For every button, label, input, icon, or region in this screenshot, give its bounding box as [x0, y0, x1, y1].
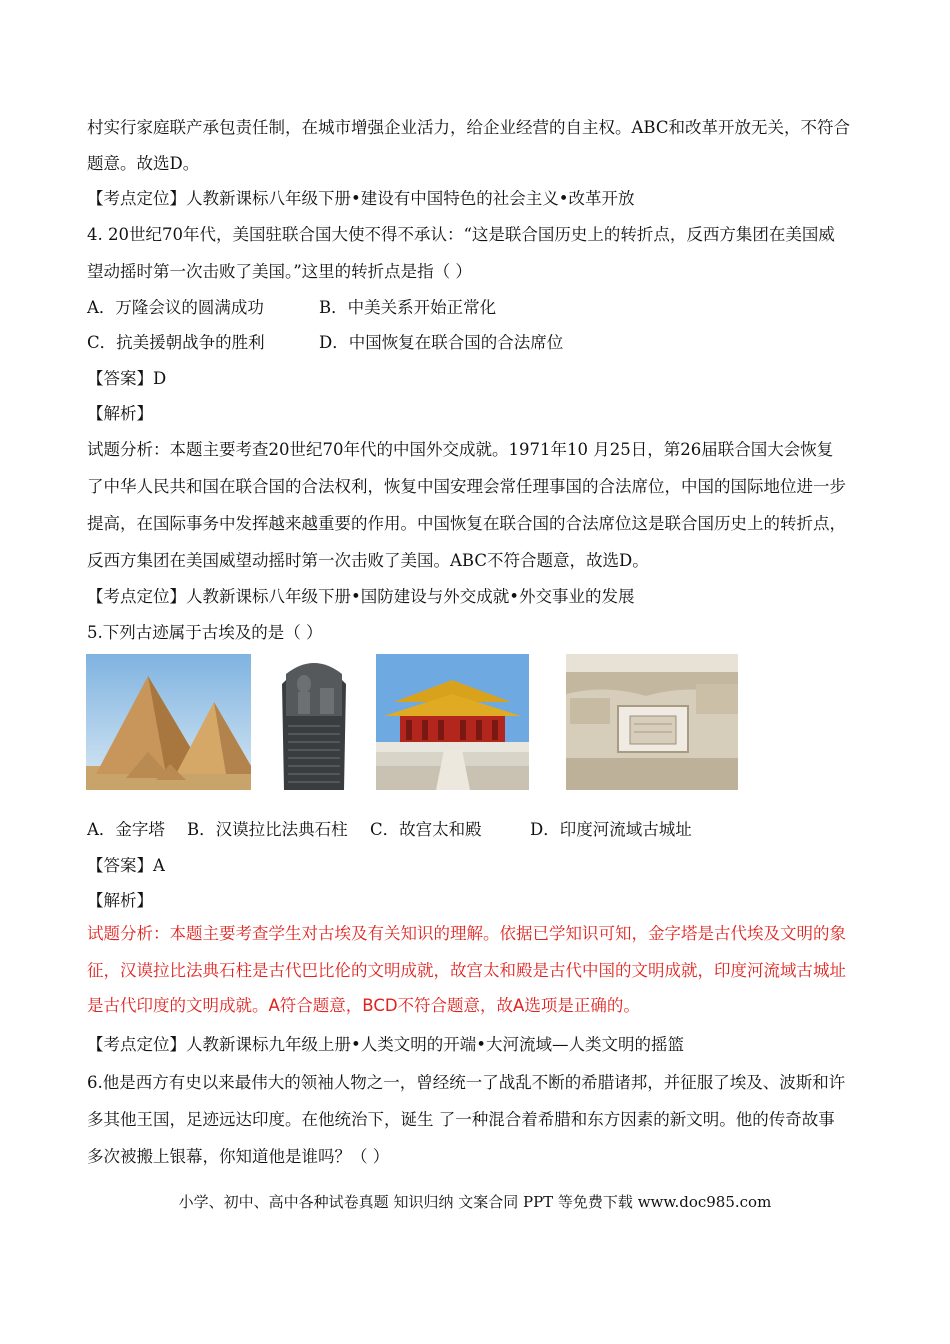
option-c: C．抗美援朝战争的胜利 [87, 333, 265, 352]
option-d: D．印度河流域古城址 [530, 820, 692, 839]
analysis-heading: 【解析】 [87, 891, 153, 910]
analysis-heading: 【解析】 [87, 404, 153, 423]
text-line: 村实行家庭联产承包责任制，在城市增强企业活力，给企业经营的自主权。ABC和改革开放无关，不符合 [87, 118, 850, 137]
question-4-options-row-1 [87, 298, 497, 318]
analysis-text: 试题分析：本题主要考查20世纪70年代的中国外交成就。1971年10 月25日，第26届联合国大会恢复 [87, 440, 834, 459]
analysis-text-red: 试题分析：本题主要考查学生对古埃及有关知识的理解。依据已学知识可知，金字塔是古代埃及文明的象 [87, 924, 846, 943]
question-4-stem: 4. 20世纪70年代，美国驻联合国大使不得不承认：“这是联合国历史上的转折点，反西方集团在美国威 [87, 225, 835, 244]
pyramids-image [86, 654, 251, 790]
question-4-options-row-2 [87, 333, 564, 353]
topic-location: 【考点定位】人教新课标八年级下册•国防建设与外交成就•外交事业的发展 [87, 587, 635, 606]
question-5-images [86, 654, 746, 790]
topic-location: 【考点定位】人教新课标八年级下册•建设有中国特色的社会主义•改革开放 [87, 189, 635, 208]
question-6-stem: 多次被搬上银幕，你知道他是谁吗？（ ） [87, 1147, 390, 1166]
hall-of-supreme-harmony-image [376, 654, 529, 790]
answer: 【答案】D [87, 369, 167, 388]
option-d: D．中国恢复在联合国的合法席位 [319, 333, 564, 352]
question-6-stem: 6.他是西方有史以来最伟大的领袖人物之一，曾经统一了战乱不断的希腊诸邦，并征服了埃及、波斯和许 [87, 1073, 846, 1092]
option-a: A．万隆会议的圆满成功 [87, 298, 264, 317]
analysis-text: 了中华人民共和国在联合国的合法权利，恢复中国安理会常任理事国的合法席位，中国的国际地位进一步 [87, 477, 846, 496]
indus-ancient-city-ruins-image [566, 654, 738, 790]
option-b: B．汉谟拉比法典石柱 [187, 820, 348, 839]
question-5-stem: 5.下列古迹属于古埃及的是（ ） [87, 623, 323, 642]
question-6-stem: 多其他王国，足迹远达印度。在他统治下，诞生 了一种混合着希腊和东方因素的新文明。他的传奇故事 [87, 1110, 835, 1129]
option-c: C．故宫太和殿 [370, 820, 482, 839]
text-line: 题意。故选D。 [87, 154, 200, 173]
option-a: A．金字塔 [87, 820, 165, 839]
page-footer: 小学、初中、高中各种试卷真题 知识归纳 文案合同 PPT 等免费下载 www.doc985.com [178, 1193, 772, 1211]
answer: 【答案】A [87, 856, 165, 875]
option-b: B．中美关系开始正常化 [319, 298, 497, 317]
analysis-text-red: 是古代印度的文明成就。A符合题意，BCD不符合题意，故A选项是正确的。 [87, 996, 640, 1015]
hammurabi-stele-image [274, 654, 354, 790]
analysis-text: 反西方集团在美国威望动摇时第一次击败了美国。ABC不符合题意，故选D。 [87, 551, 649, 570]
question-4-stem: 望动摇时第一次击败了美国。”这里的转折点是指（ ） [87, 262, 472, 281]
analysis-text: 提高，在国际事务中发挥越来越重要的作用。中国恢复在联合国的合法席位这是联合国历史上的转折点， [87, 514, 846, 533]
topic-location: 【考点定位】人教新课标九年级上册•人类文明的开端•大河流域—人类文明的摇篮 [87, 1035, 684, 1054]
analysis-text-red: 征，汉谟拉比法典石柱是古代巴比伦的文明成就，故宫太和殿是古代中国的文明成就，印度河流域古城址 [87, 961, 846, 980]
